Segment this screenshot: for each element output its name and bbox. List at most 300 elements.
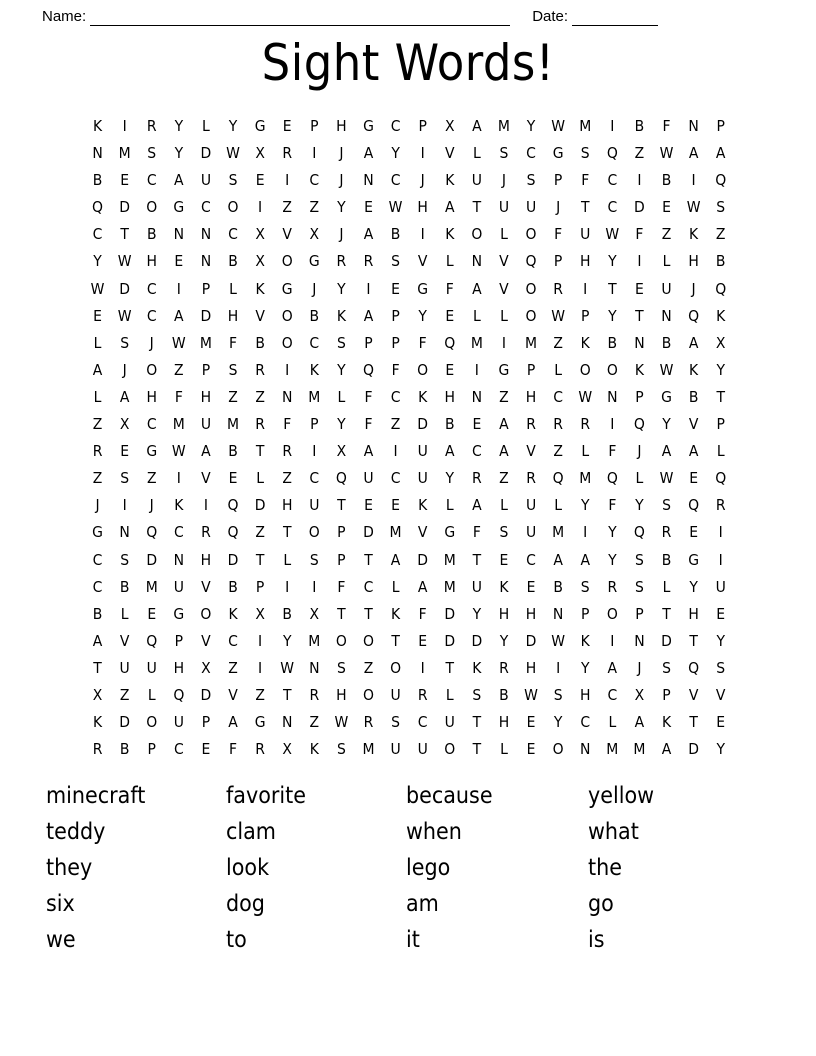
grid-cell[interactable]: P [581,306,590,325]
grid-cell[interactable]: V [119,631,130,650]
grid-cell[interactable]: F [581,171,590,190]
grid-cell[interactable]: C [607,685,618,704]
grid-cell[interactable]: L [445,252,454,271]
grid-cell[interactable]: H [498,604,510,623]
grid-cell[interactable]: F [174,387,183,406]
grid-cell[interactable]: M [362,740,375,759]
grid-cell[interactable]: P [391,333,400,352]
grid-cell[interactable]: L [445,685,454,704]
grid-cell[interactable]: N [607,387,618,406]
grid-cell[interactable]: S [336,333,346,352]
grid-cell[interactable]: F [337,577,346,596]
grid-cell[interactable]: E [120,171,130,190]
grid-cell[interactable]: Y [608,252,617,271]
grid-cell[interactable]: N [661,306,672,325]
grid-cell[interactable]: Z [499,469,509,488]
grid-cell[interactable]: M [226,415,240,434]
grid-cell[interactable]: I [203,496,208,515]
grid-cell[interactable]: U [417,442,428,461]
grid-cell[interactable]: Z [553,333,563,352]
grid-cell[interactable]: C [607,171,618,190]
grid-cell[interactable]: I [258,198,263,217]
grid-cell[interactable]: X [444,117,455,135]
grid-cell[interactable]: W [524,685,538,704]
grid-cell[interactable]: D [200,685,212,704]
grid-cell[interactable]: K [255,279,265,298]
grid-cell[interactable]: E [445,360,455,379]
grid-cell[interactable]: R [255,360,265,379]
grid-cell[interactable]: H [525,658,537,677]
grid-cell[interactable]: Z [390,415,401,434]
grid-cell[interactable]: O [606,604,618,623]
grid-cell[interactable]: S [309,550,319,569]
grid-cell[interactable]: L [256,469,264,488]
grid-cell[interactable]: A [390,550,401,569]
grid-cell[interactable]: L [500,225,508,244]
grid-cell[interactable]: A [363,144,374,163]
grid-cell[interactable]: L [500,740,508,759]
grid-cell[interactable]: Y [716,740,725,759]
grid-cell[interactable]: D [661,631,672,650]
grid-cell[interactable]: L [554,496,563,515]
grid-cell[interactable]: S [499,523,509,542]
grid-cell[interactable]: R [472,469,482,488]
grid-cell[interactable]: R [92,740,103,759]
grid-cell[interactable]: N [281,713,293,732]
grid-cell[interactable]: C [146,415,157,434]
grid-cell[interactable]: J [339,144,344,163]
grid-cell[interactable]: V [228,685,238,704]
grid-cell[interactable]: U [146,658,157,677]
grid-cell[interactable]: O [362,631,374,650]
grid-cell[interactable]: M [470,333,483,352]
grid-cell[interactable]: A [92,631,103,650]
grid-cell[interactable]: C [92,550,103,569]
grid-cell[interactable]: N [634,631,645,650]
grid-cell[interactable]: L [581,442,590,461]
grid-cell[interactable]: M [525,333,538,352]
grid-cell[interactable]: I [122,496,127,515]
grid-cell[interactable]: E [147,604,157,623]
grid-cell[interactable]: W [334,713,349,732]
grid-cell[interactable]: K [634,360,644,379]
grid-cell[interactable]: H [417,198,428,217]
grid-cell[interactable]: O [335,631,347,650]
grid-cell[interactable]: L [391,577,400,596]
grid-cell[interactable]: K [309,740,319,759]
grid-cell[interactable]: E [120,442,130,461]
grid-cell[interactable]: P [201,713,211,732]
grid-cell[interactable]: R [201,523,211,542]
grid-cell[interactable]: G [688,550,700,569]
grid-cell[interactable]: X [309,225,320,244]
grid-cell[interactable]: V [201,469,211,488]
grid-cell[interactable]: V [688,685,699,704]
grid-cell[interactable]: V [417,252,428,271]
grid-cell[interactable]: A [119,387,130,406]
grid-cell[interactable]: Y [716,360,725,379]
grid-cell[interactable]: Y [337,415,346,434]
word-list-item[interactable]: minecraft [46,783,146,809]
grid-cell[interactable]: A [228,713,238,732]
grid-cell[interactable]: W [117,306,132,325]
grid-cell[interactable]: Z [255,523,265,542]
grid-cell[interactable]: S [228,171,238,190]
grid-cell[interactable]: P [364,333,373,352]
grid-cell[interactable]: H [336,117,347,135]
grid-cell[interactable]: S [120,333,130,352]
grid-cell[interactable]: I [474,360,479,379]
grid-cell[interactable]: Z [228,658,238,677]
grid-cell[interactable]: K [336,306,346,325]
grid-cell[interactable]: D [146,550,158,569]
grid-cell[interactable]: M [443,550,456,569]
grid-cell[interactable]: E [228,469,238,488]
grid-cell[interactable]: I [501,333,507,352]
grid-cell[interactable]: W [551,631,566,650]
grid-cell[interactable]: X [336,442,347,461]
grid-cell[interactable]: W [551,306,566,325]
grid-cell[interactable]: Y [472,604,482,623]
grid-cell[interactable]: Z [499,387,509,406]
grid-cell[interactable]: W [388,198,403,217]
grid-cell[interactable]: J [501,171,507,190]
grid-cell[interactable]: Q [633,415,645,434]
grid-cell[interactable]: J [95,496,100,515]
grid-cell[interactable]: I [637,252,642,271]
word-list-item[interactable]: clam [226,819,276,845]
grid-cell[interactable]: P [526,360,536,379]
grid-cell[interactable]: D [363,523,374,542]
word-list-item[interactable]: what [588,819,639,845]
grid-cell[interactable]: G [173,198,185,217]
grid-cell[interactable]: I [258,631,263,650]
grid-cell[interactable]: H [688,604,699,623]
grid-cell[interactable]: Q [606,144,618,163]
grid-cell[interactable]: D [227,550,239,569]
grid-cell[interactable]: L [445,496,454,515]
grid-cell[interactable]: Q [362,360,374,379]
grid-cell[interactable]: I [718,550,723,569]
grid-cell[interactable]: E [662,198,671,217]
grid-cell[interactable]: H [444,387,456,406]
grid-cell[interactable]: J [312,279,317,298]
grid-cell[interactable]: A [174,306,184,325]
grid-cell[interactable]: P [337,550,346,569]
grid-cell[interactable]: X [634,685,645,704]
grid-cell[interactable]: K [580,631,590,650]
grid-cell[interactable]: C [146,306,157,325]
word-list-item[interactable]: look [226,855,270,881]
grid-cell[interactable]: O [200,604,212,623]
grid-cell[interactable]: L [283,550,292,569]
grid-cell[interactable]: E [391,279,400,298]
grid-cell[interactable]: B [255,333,265,352]
grid-cell[interactable]: P [310,117,319,135]
word-list-item[interactable]: is [588,927,605,953]
word-list-item[interactable]: teddy [46,819,106,845]
grid-cell[interactable]: H [579,685,591,704]
grid-cell[interactable]: Q [688,658,700,677]
grid-cell[interactable]: T [608,279,617,298]
grid-cell[interactable]: L [662,252,671,271]
grid-cell[interactable]: N [92,144,103,163]
grid-cell[interactable]: C [417,713,428,732]
grid-cell[interactable]: M [389,523,402,542]
grid-cell[interactable]: F [554,225,563,244]
grid-cell[interactable]: L [635,469,644,488]
grid-cell[interactable]: I [312,144,317,163]
grid-cell[interactable]: B [228,252,238,271]
grid-cell[interactable]: R [715,496,726,515]
grid-cell[interactable]: I [420,144,425,163]
grid-cell[interactable]: S [634,550,644,569]
grid-cell[interactable]: Z [255,685,265,704]
grid-cell[interactable]: N [688,117,699,135]
grid-cell[interactable]: Z [634,144,645,163]
grid-cell[interactable]: S [716,658,726,677]
grid-cell[interactable]: J [149,333,154,352]
grid-cell[interactable]: B [607,333,618,352]
grid-cell[interactable]: H [281,496,293,515]
grid-cell[interactable]: P [635,604,644,623]
grid-cell[interactable]: U [444,713,455,732]
grid-cell[interactable]: T [120,225,129,244]
grid-cell[interactable]: A [444,198,455,217]
word-search-grid[interactable] [84,113,734,763]
grid-cell[interactable]: Y [608,550,617,569]
grid-cell[interactable]: Z [92,415,103,434]
grid-cell[interactable]: I [691,171,696,190]
grid-cell[interactable]: H [146,252,157,271]
grid-cell[interactable]: P [553,171,563,190]
grid-cell[interactable]: Y [689,577,698,596]
grid-cell[interactable]: R [336,252,347,271]
grid-cell[interactable]: Q [227,496,239,515]
grid-cell[interactable]: I [122,117,127,135]
grid-cell[interactable]: A [444,442,455,461]
grid-cell[interactable]: C [363,577,374,596]
grid-cell[interactable]: F [662,117,671,135]
grid-cell[interactable]: U [309,496,320,515]
grid-cell[interactable]: B [715,252,726,271]
grid-cell[interactable]: C [173,523,184,542]
grid-cell[interactable]: T [472,713,482,732]
grid-cell[interactable]: U [417,469,428,488]
grid-cell[interactable]: A [688,144,699,163]
grid-cell[interactable]: Q [552,469,564,488]
grid-cell[interactable]: B [444,415,455,434]
word-list-item[interactable]: am [406,891,439,917]
grid-cell[interactable]: P [255,577,265,596]
grid-cell[interactable]: X [92,685,103,704]
grid-cell[interactable]: U [390,685,401,704]
grid-cell[interactable]: C [92,225,103,244]
grid-cell[interactable]: A [661,740,672,759]
grid-cell[interactable]: O [146,713,158,732]
grid-cell[interactable]: W [90,279,105,298]
grid-cell[interactable]: C [201,198,211,217]
grid-cell[interactable]: J [691,279,696,298]
grid-cell[interactable]: Y [174,144,184,163]
word-list-item[interactable]: go [588,891,614,917]
grid-cell[interactable]: R [309,685,320,704]
grid-cell[interactable]: S [662,496,671,515]
grid-cell[interactable]: R [553,279,563,298]
grid-cell[interactable]: Y [337,279,346,298]
grid-cell[interactable]: P [337,523,346,542]
grid-cell[interactable]: N [363,171,374,190]
grid-cell[interactable]: M [308,631,321,650]
grid-cell[interactable]: L [472,306,481,325]
grid-cell[interactable]: H [200,550,212,569]
grid-cell[interactable]: K [391,604,401,623]
grid-cell[interactable]: I [556,658,561,677]
grid-cell[interactable]: U [498,198,510,217]
grid-cell[interactable]: P [553,252,563,271]
grid-cell[interactable]: C [228,631,238,650]
grid-cell[interactable]: L [93,387,102,406]
grid-cell[interactable]: K [716,306,726,325]
word-list-item[interactable]: favorite [226,783,306,809]
grid-cell[interactable]: D [444,604,456,623]
grid-cell[interactable]: Q [688,496,700,515]
grid-cell[interactable]: E [364,198,373,217]
grid-cell[interactable]: J [122,360,127,379]
grid-cell[interactable]: T [635,306,644,325]
grid-cell[interactable]: Y [716,631,725,650]
grid-cell[interactable]: Q [335,469,347,488]
grid-cell[interactable]: P [581,604,590,623]
grid-cell[interactable]: G [254,713,266,732]
grid-cell[interactable]: U [200,415,212,434]
grid-cell[interactable]: N [173,550,185,569]
grid-cell[interactable]: N [173,225,185,244]
grid-cell[interactable]: Z [661,225,672,244]
grid-cell[interactable]: A [174,171,184,190]
grid-cell[interactable]: I [285,577,290,596]
grid-cell[interactable]: C [92,577,103,596]
grid-cell[interactable]: P [201,279,211,298]
grid-cell[interactable]: F [418,604,427,623]
grid-cell[interactable]: F [229,333,238,352]
grid-cell[interactable]: K [689,360,699,379]
grid-cell[interactable]: Z [282,198,292,217]
grid-cell[interactable]: D [417,415,429,434]
grid-cell[interactable]: S [472,685,482,704]
grid-cell[interactable]: Z [92,469,103,488]
grid-cell[interactable]: V [255,306,265,325]
grid-cell[interactable]: U [471,577,482,596]
grid-cell[interactable]: U [173,577,184,596]
grid-cell[interactable]: W [578,387,593,406]
grid-cell[interactable]: T [689,713,698,732]
grid-cell[interactable]: H [525,387,537,406]
grid-cell[interactable]: V [499,279,509,298]
grid-cell[interactable]: G [498,360,510,379]
grid-cell[interactable]: H [498,713,510,732]
grid-cell[interactable]: L [554,360,563,379]
grid-cell[interactable]: F [445,279,454,298]
grid-cell[interactable]: H [227,306,239,325]
grid-cell[interactable]: A [363,306,374,325]
grid-cell[interactable]: B [119,740,130,759]
grid-cell[interactable]: C [146,279,157,298]
grid-cell[interactable]: E [716,604,726,623]
grid-cell[interactable]: Y [580,658,590,677]
grid-cell[interactable]: T [662,604,671,623]
grid-cell[interactable]: M [443,577,456,596]
grid-cell[interactable]: Q [688,306,700,325]
grid-cell[interactable]: H [579,252,591,271]
grid-cell[interactable]: B [390,225,401,244]
grid-cell[interactable]: W [117,252,132,271]
grid-cell[interactable]: D [471,631,483,650]
grid-cell[interactable]: V [201,577,211,596]
grid-cell[interactable]: L [608,713,617,732]
grid-cell[interactable]: R [661,523,672,542]
grid-cell[interactable]: S [716,198,726,217]
grid-cell[interactable]: B [661,333,672,352]
grid-cell[interactable]: G [281,279,293,298]
grid-cell[interactable]: U [525,198,537,217]
grid-cell[interactable]: B [92,604,103,623]
grid-cell[interactable]: K [580,333,590,352]
grid-cell[interactable]: Y [445,469,455,488]
grid-cell[interactable]: J [637,442,642,461]
grid-cell[interactable]: R [282,144,293,163]
grid-cell[interactable]: S [391,713,400,732]
grid-cell[interactable]: I [312,577,317,596]
grid-cell[interactable]: X [255,604,265,623]
grid-cell[interactable]: F [364,415,373,434]
grid-cell[interactable]: T [689,631,698,650]
grid-cell[interactable]: Q [146,631,158,650]
grid-cell[interactable]: Y [93,252,102,271]
grid-cell[interactable]: E [689,469,699,488]
grid-cell[interactable]: I [285,360,290,379]
grid-cell[interactable]: P [147,740,156,759]
grid-cell[interactable]: M [145,577,158,596]
word-list-item[interactable]: when [406,819,462,845]
grid-cell[interactable]: K [445,225,455,244]
grid-cell[interactable]: E [201,740,211,759]
grid-cell[interactable]: E [255,171,265,190]
grid-cell[interactable]: G [254,117,266,135]
grid-cell[interactable]: T [364,550,373,569]
grid-cell[interactable]: A [201,442,211,461]
grid-cell[interactable]: D [634,198,645,217]
grid-cell[interactable]: C [526,550,536,569]
grid-cell[interactable]: F [364,387,373,406]
grid-cell[interactable]: N [552,604,564,623]
grid-cell[interactable]: Q [227,523,239,542]
grid-cell[interactable]: L [500,306,508,325]
grid-cell[interactable]: I [176,279,181,298]
grid-cell[interactable]: G [363,117,374,135]
grid-cell[interactable]: A [580,550,590,569]
grid-cell[interactable]: I [420,225,425,244]
grid-cell[interactable]: M [606,740,619,759]
grid-cell[interactable]: U [580,225,591,244]
grid-cell[interactable]: O [281,306,293,325]
grid-cell[interactable]: E [93,306,102,325]
grid-cell[interactable]: C [228,225,238,244]
grid-cell[interactable]: G [173,604,185,623]
grid-cell[interactable]: O [146,360,158,379]
grid-cell[interactable]: O [281,252,293,271]
grid-cell[interactable]: O [525,306,537,325]
